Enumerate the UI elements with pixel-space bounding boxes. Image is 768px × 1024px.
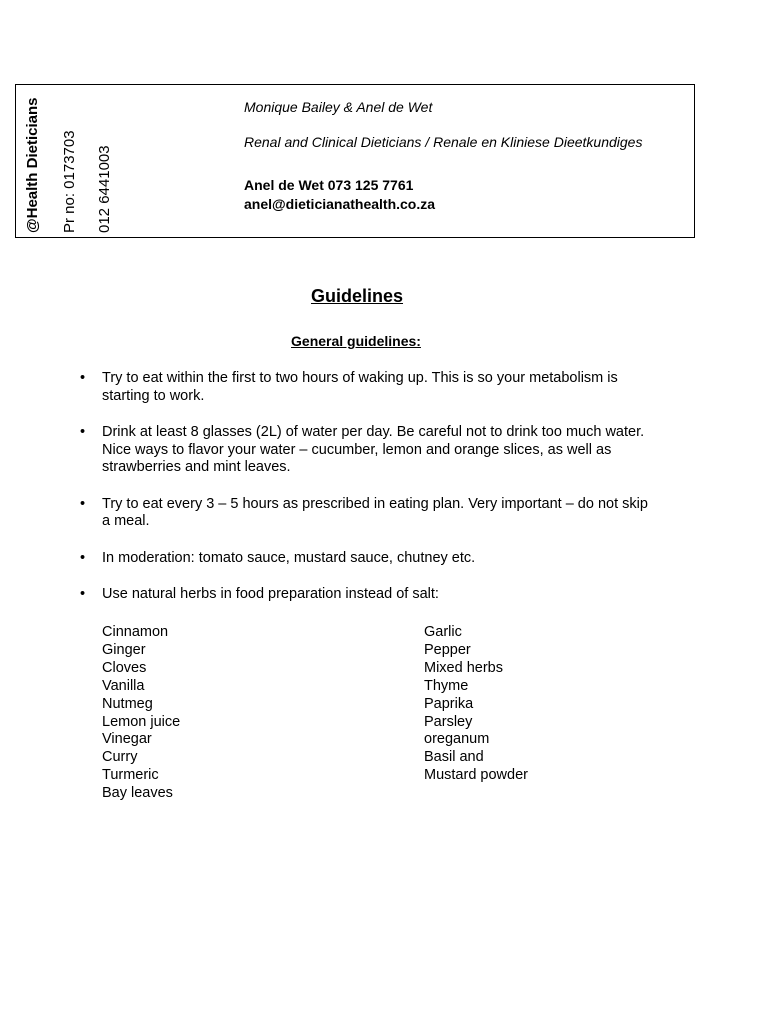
herb-item: Turmeric — [102, 767, 159, 784]
herb-item: Thyme — [424, 677, 469, 694]
herb-item: Garlic — [424, 624, 462, 640]
practice-number: Pr no: 0173703 — [61, 130, 78, 233]
bullet-icon: • — [80, 586, 86, 602]
practice-title: Renal and Clinical Dieticians / Renale en Kliniese Dieetkundiges — [244, 134, 643, 150]
guideline-list — [80, 370, 660, 623]
herb-item: Mixed herbs — [424, 659, 503, 676]
herb-item: Parsley — [424, 713, 473, 730]
list-item — [80, 586, 660, 604]
bullet-icon: • — [80, 370, 86, 386]
list-item-text: In moderation: tomato sauce, mustard sauce, chutney etc. — [102, 549, 476, 566]
list-item — [80, 370, 660, 405]
herb-item: Curry — [102, 749, 138, 766]
list-item — [80, 496, 660, 531]
herb-item: Nutmeg — [102, 695, 153, 712]
page-title: Guidelines — [310, 286, 404, 306]
herbs-right-column — [424, 624, 528, 785]
herb-item: Lemon juice — [102, 713, 181, 730]
herb-item: Basil and — [424, 749, 484, 766]
herbs-left-column — [102, 624, 180, 803]
list-item-text: Drink at least 8 glasses (2L) of water per day. Be careful not to drink too much water. Nice ways to flavor your water – cucumber, lemon and orange slices, as well as strawberries and mint leaves. — [102, 424, 645, 475]
list-item — [80, 424, 660, 477]
contact-email: anel@dieticianathealth.co.za — [244, 196, 436, 212]
herb-item: Ginger — [102, 641, 146, 658]
list-item-text: Try to eat within the first to two hours of waking up. This is so your metabolism is starting to work. — [102, 370, 618, 404]
section-title: General guidelines: — [291, 333, 421, 349]
herb-item: Mustard powder — [424, 767, 528, 784]
herb-item: Paprika — [424, 695, 474, 712]
bullet-icon: • — [80, 424, 86, 440]
herb-item: Bay leaves — [102, 785, 173, 802]
herb-item: Vinegar — [102, 731, 152, 748]
list-item — [80, 550, 660, 568]
bullet-icon: • — [80, 549, 86, 566]
list-item-text: Use natural herbs in food preparation instead of salt: — [102, 586, 439, 602]
herb-item: Pepper — [424, 641, 471, 658]
dietician-names: Monique Bailey & Anel de Wet — [244, 99, 433, 115]
herb-item: Cinnamon — [102, 624, 169, 640]
letterhead-box — [15, 84, 695, 238]
brand-name: @Health Dieticians — [24, 97, 41, 233]
list-item-text: Try to eat every 3 – 5 hours as prescribed in eating plan. Very important – do not skip a meal. — [102, 495, 648, 529]
herb-item: oreganum — [424, 731, 490, 748]
contact-phone: Anel de Wet 073 125 7761 — [244, 177, 414, 193]
herb-item: Cloves — [102, 659, 147, 676]
contact-block — [244, 176, 435, 214]
office-phone: 012 6441003 — [96, 145, 113, 233]
herb-item: Vanilla — [102, 677, 145, 694]
bullet-icon: • — [80, 495, 86, 512]
